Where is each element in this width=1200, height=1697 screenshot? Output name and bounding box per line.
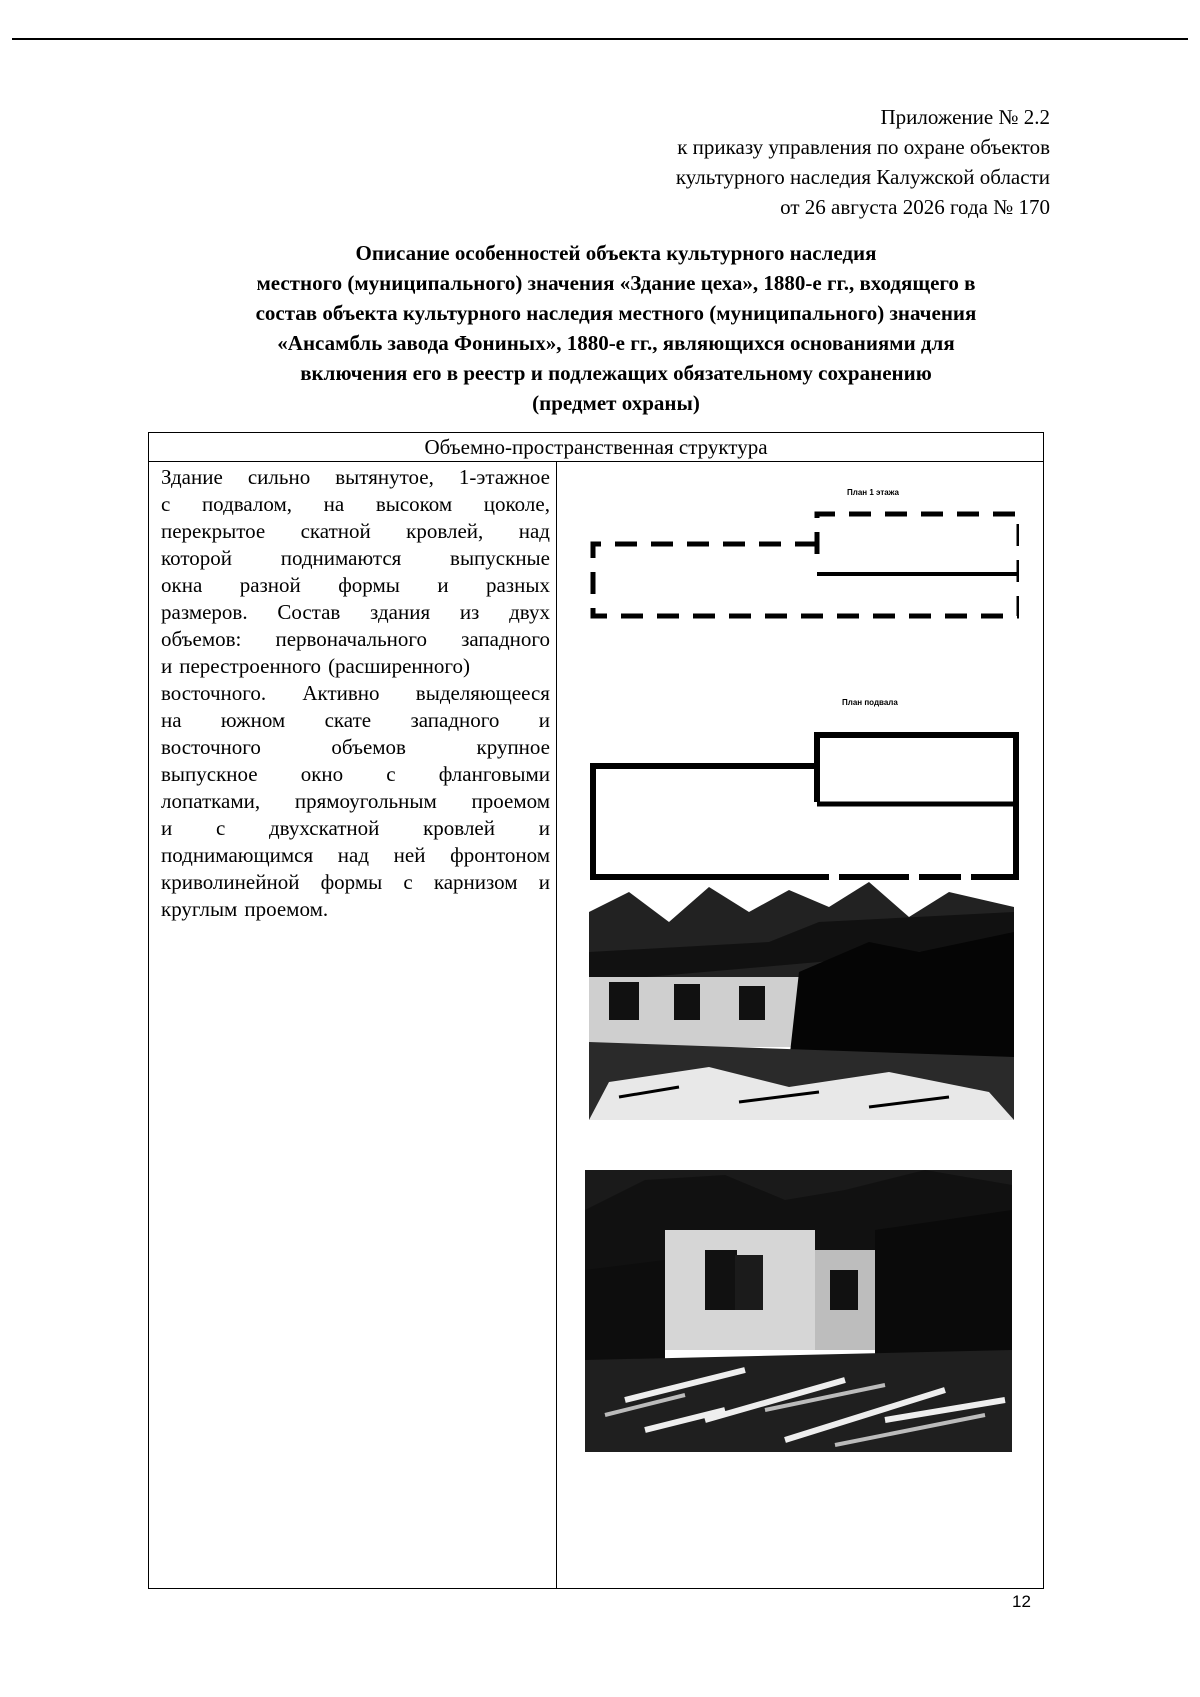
title-line: Описание особенностей объекта культурного наследия <box>355 241 877 265</box>
appendix-line: культурного наследия Калужской области <box>675 165 1050 189</box>
description-line: круглым проемом. <box>161 897 329 921</box>
floor-plan-drawing <box>589 502 1019 642</box>
plan-floor-label: План 1 этажа <box>847 488 899 497</box>
plan-basement-label: План подвала <box>842 698 898 707</box>
appendix-line: к приказу управления по охране объектов <box>677 135 1050 159</box>
table-header: Объемно-пространственная структура <box>149 433 1043 462</box>
building-photo-2 <box>585 1170 1012 1452</box>
description-line: лопатками, прямоугольным проемом <box>161 789 550 813</box>
description-line: окна разной формы и разных <box>161 573 550 597</box>
title-line: (предмет охраны) <box>532 391 700 415</box>
description-line: на южном скате западного и <box>161 708 550 732</box>
title-line: включения его в реестр и подлежащих обязательному сохранению <box>300 361 932 385</box>
top-rule <box>12 38 1188 40</box>
description-line: объемов: первоначального западного <box>161 627 550 651</box>
appendix-reference <box>676 102 1050 222</box>
description-line: криволинейной формы с карнизом и <box>161 870 550 894</box>
title-line: «Ансамбль завода Фониных», 1880-е гг., являющихся основаниями для <box>277 331 955 355</box>
page-number: 12 <box>1012 1592 1031 1611</box>
appendix-line: Приложение № 2.2 <box>880 105 1050 129</box>
description-line: с подвалом, на высоком цоколе, <box>161 492 550 516</box>
description-line: Здание сильно вытянутое, 1-этажное <box>161 465 550 489</box>
description-line: размеров. Состав здания из двух <box>161 600 550 624</box>
protection-subject-table <box>148 432 1044 1589</box>
description-line: перекрытое скатной кровлей, над <box>161 519 550 543</box>
document-title <box>150 238 1082 418</box>
description-line: которой поднимаются выпускные <box>161 546 550 570</box>
description-line: восточного объемов крупное <box>161 735 550 759</box>
basement-plan-drawing <box>589 732 1019 882</box>
title-line: состав объекта культурного наследия местного (муниципального) значения <box>255 301 977 325</box>
description-line: выпускное окно с фланговыми <box>161 762 550 786</box>
description-text <box>149 462 556 923</box>
description-line: и с двухскатной кровлей и <box>161 816 550 840</box>
appendix-line: от 26 августа 2026 года № 170 <box>780 195 1050 219</box>
building-photo-1 <box>589 882 1014 1120</box>
description-line: поднимающимся над ней фронтоном <box>161 843 550 867</box>
illustrations-cell <box>557 462 1043 1588</box>
description-cell <box>149 462 557 1588</box>
description-line: восточного. Активно выделяющееся <box>161 681 550 705</box>
description-line: и перестроенного (расширенного) <box>161 654 470 678</box>
title-line: местного (муниципального) значения «Здание цеха», 1880-е гг., входящего в <box>256 271 976 295</box>
